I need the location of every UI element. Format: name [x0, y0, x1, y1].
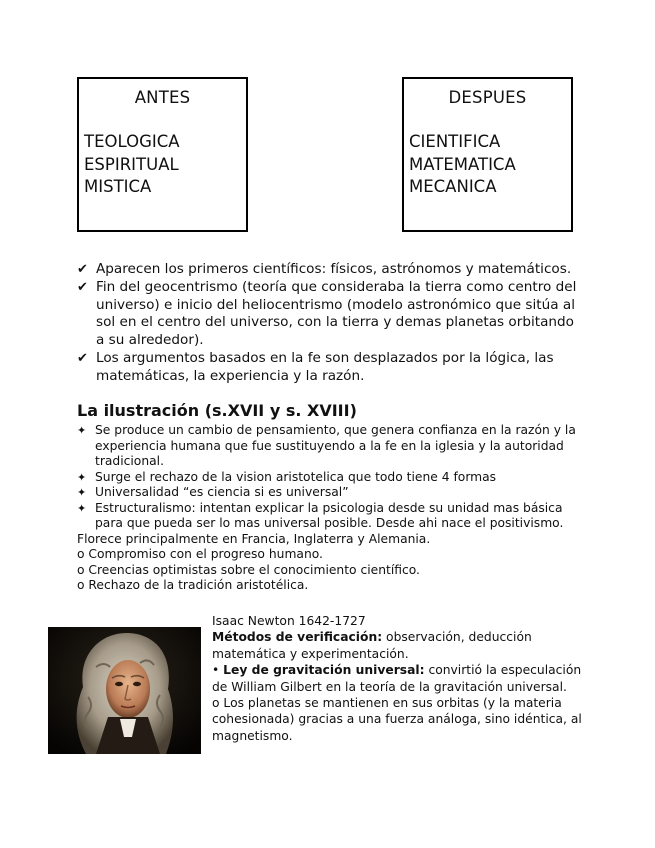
- text-line: o Creencias optimistas sobre el conocimiento científico.: [77, 562, 420, 577]
- list-item-text: Los argumentos basados en la fe son desplazados por la lógica, las matemáticas, la experiencia y la razón.: [96, 349, 554, 384]
- list-item-text: Estructuralismo: intentan explicar la psicologia desde su unidad mas básica para que pueda ser lo mas universal posible. Desde ahi nace el positivismo.: [95, 500, 564, 530]
- list-item-text: Aparecen los primeros científicos: físicos, astrónomos y matemáticos.: [96, 261, 572, 277]
- despues-line: CIENTIFICA: [409, 132, 501, 151]
- antes-list: [84, 131, 180, 199]
- ley-text: convirtió la especulación de William Gilbert en la teoría de la gravitación universal.: [212, 663, 582, 694]
- list-item: [77, 261, 577, 279]
- despues-list: [409, 131, 516, 199]
- metodos-text: observación, deducción matemática y experimentación.: [212, 630, 532, 661]
- list-item-text: Fin del geocentrismo (teoría que consideraba la tierra como centro del universo) e inicio del heliocentrismo (modelo astronómico que sitúa al sol en el centro del universo, con la tierra y demas planetas orbitando a su alrededor).: [96, 278, 577, 349]
- despues-line: MATEMATICA: [409, 154, 516, 174]
- text-line: o Rechazo de la tradición aristotélica.: [77, 578, 309, 592]
- list-item-text: Surge el rechazo de la vision aristotelica que todo tiene 4 formas: [95, 469, 497, 484]
- list-item: [77, 485, 587, 501]
- four-point-star-icon: ✦: [77, 486, 87, 499]
- list-item: [77, 423, 587, 470]
- metodos-label: Métodos de verificación:: [212, 630, 383, 645]
- text-line: o Compromiso con el progreso humano.: [77, 547, 323, 561]
- four-point-star-icon: ✦: [77, 470, 87, 484]
- list-item: [77, 350, 577, 386]
- antes-line: ESPIRITUAL: [84, 154, 179, 174]
- list-item: [77, 470, 587, 486]
- text-line: Florece principalmente en Francia, Inglaterra y Alemania.: [77, 531, 431, 546]
- despues-box: [402, 77, 573, 232]
- list-item: [77, 279, 577, 350]
- metodos-paragraph: [212, 629, 582, 662]
- list-item: [77, 501, 587, 532]
- antes-box: [77, 77, 248, 232]
- ilustracion-list: [77, 423, 587, 594]
- bullet-icon: •: [212, 663, 224, 678]
- section-heading: La ilustración (s.XVII y s. XVIII): [77, 401, 357, 420]
- ley-label: Ley de gravitación universal:: [223, 663, 425, 678]
- portrait-illustration: [48, 627, 201, 754]
- newton-description: [212, 613, 582, 744]
- four-point-star-icon: ✦: [77, 501, 87, 515]
- antes-line: TEOLOGICA: [84, 132, 180, 151]
- four-point-star-icon: ✦: [77, 424, 87, 437]
- list-item-text: Se produce un cambio de pensamiento, que genera confianza en la razón y la experiencia humana que fue sustituyendo a la fe en la iglesia y la autoridad tradicional.: [95, 423, 576, 468]
- checkmark-list: [77, 261, 577, 386]
- ley-paragraph: [212, 662, 582, 695]
- despues-title: DESPUES: [448, 88, 527, 107]
- antes-title: ANTES: [134, 88, 191, 107]
- newton-heading: Isaac Newton 1642-1727: [212, 614, 366, 628]
- despues-line: MECANICA: [409, 177, 497, 196]
- checkmark-icon: ✔: [77, 279, 88, 295]
- planetas-paragraph: o Los planetas se mantienen en sus orbitas (y la materia cohesionada) gracias a una fuerza análoga, sino idéntica, al magnetismo.: [212, 696, 582, 743]
- checkmark-icon: ✔: [77, 350, 88, 366]
- checkmark-icon: ✔: [77, 262, 88, 277]
- newton-portrait: [48, 627, 201, 754]
- list-item-text: Universalidad “es ciencia si es universal”: [95, 485, 349, 499]
- antes-line: MISTICA: [84, 177, 152, 196]
